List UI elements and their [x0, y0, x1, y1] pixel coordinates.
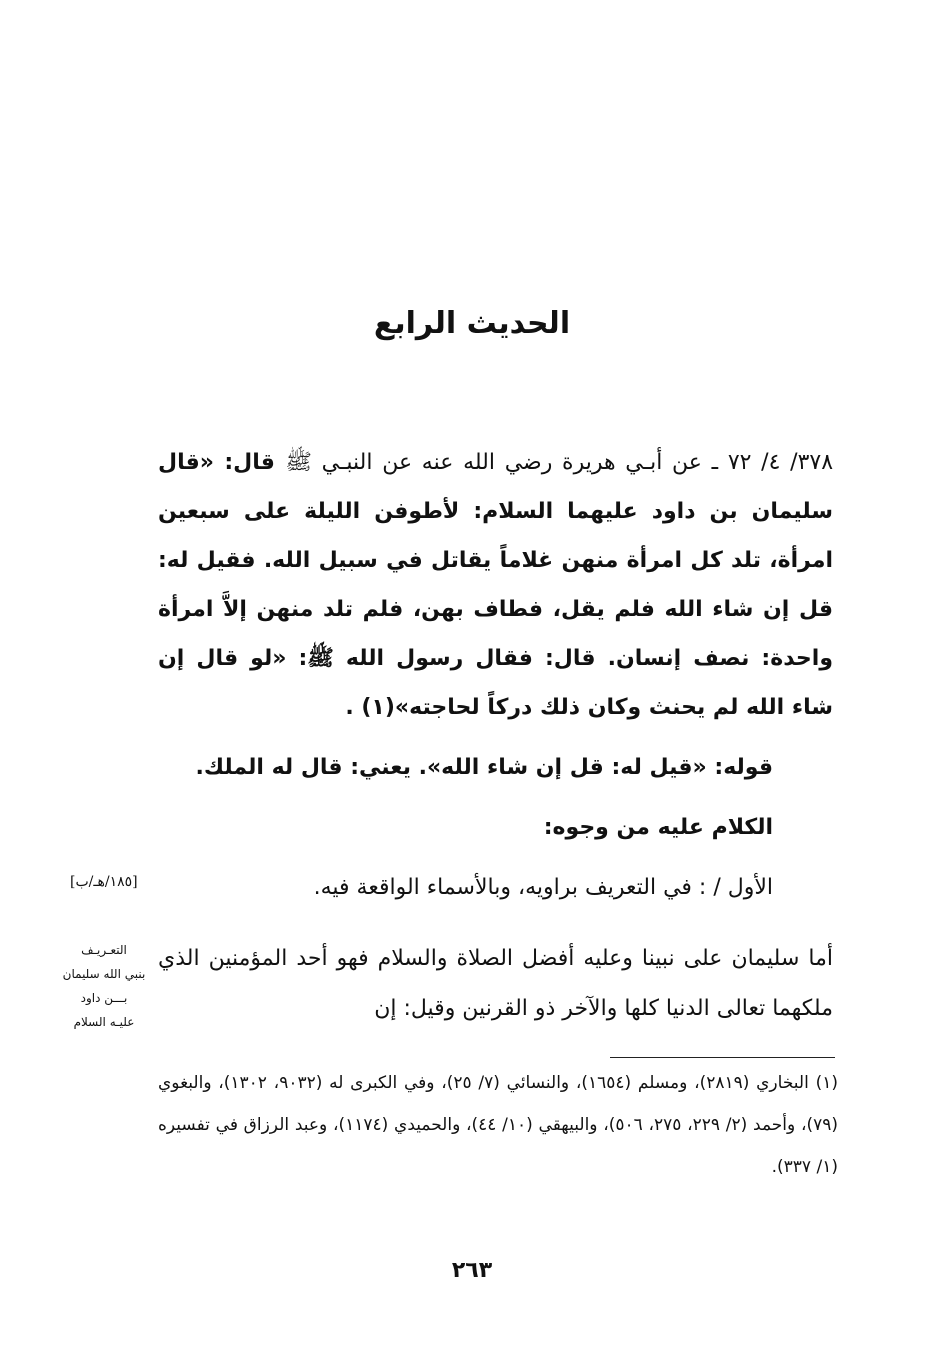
hadith-number-line: ٣٧٨/ ٤/ ٧٢ ـ عن أبـي هريرة رضي الله عنه عن النبـي ﷺ: [285, 450, 834, 475]
margin-note-line: التعـريـف: [81, 943, 127, 957]
margin-note: [60, 938, 148, 1034]
margin-note-line: عليـه السلام: [73, 1015, 135, 1029]
page-number: ٢٦٣: [451, 1258, 493, 1283]
solomon-paragraph: أما سليمان على نبينا وعليه أفضل الصلاة والسلام فهو أحد المؤمنين الذي ملكهما تعالى الدنيا كلها والآخر ذو القرنين وقيل: إن: [158, 946, 833, 1021]
commentary-qawluh: قوله: «قيل له: قل إن شاء الله». يعني: قال له الملك.: [195, 755, 773, 780]
commentary-first-aspect: الأول / : في التعريف براويه، وبالأسماء الواقعة فيه.: [313, 875, 773, 900]
section-title: الحديث الرابع: [373, 306, 571, 341]
hadith-body: قال: «قال سليمان بن داود عليهما السلام: لأطوفن الليلة على سبعين امرأة، تلد كل امرأة منهن غلاماً يقاتل في سبيل الله. فقيل له: قل إن شاء الله فلم يقل، فطاف بهن، فلم تلد منهن إلاَّ امرأة واحدة: نصف إنسان. قال: فقال رسول الله ﷺ: «لو قال إن شاء الله لم يحنث وكان ذلك دركاً لحاجته»(١) .: [158, 450, 833, 720]
commentary-intro: الكلام عليه من وجوه:: [543, 815, 773, 840]
footnotes: (١) البخاري (٢٨١٩)، ومسلم (١٦٥٤)، والنسائي (٧/ ٢٥)، وفي الكبرى له (٩٠٣٢، ١٣٠٢)، والبغوي (٧٩)، وأحمد (٢/ ٢٢٩، ٢٧٥، ٥٠٦)، والبيهقي (١٠/ ٤٤)، والحميدي (١١٧٤)، وعبد الرزاق في تفسيره (١/ ٣٣٧).: [158, 1073, 838, 1177]
manuscript-folio-reference: [١٨٥/هـ/ب]: [70, 874, 138, 890]
margin-note-line: بـــن داود: [80, 991, 128, 1005]
margin-note-line: بنبي الله سليمان: [62, 967, 146, 981]
hadith-text: [158, 438, 833, 732]
footnote-divider: [610, 1057, 835, 1058]
